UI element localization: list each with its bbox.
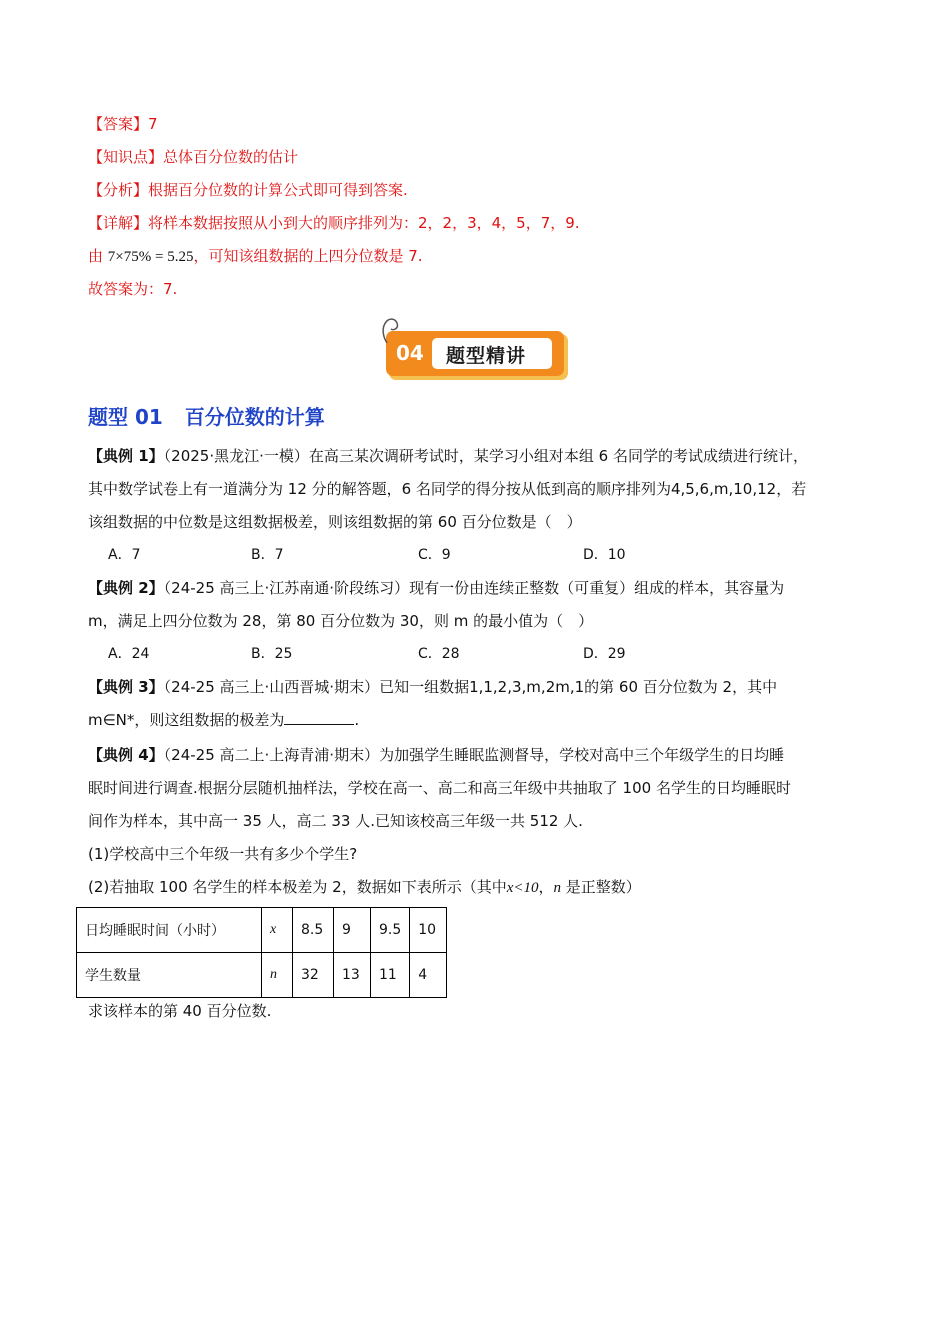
example-2-option-c: C．28 bbox=[418, 646, 460, 662]
answer-blank bbox=[284, 710, 354, 725]
example-2-option-a: A．24 bbox=[108, 646, 150, 662]
table-cell: 学生数量 bbox=[77, 953, 262, 998]
table-cell: 8.5 bbox=[293, 908, 334, 953]
section-banner bbox=[386, 331, 568, 380]
example-2-line-1: 【典例 2】（24-25 高三上·江苏南通·阶段练习）现有一份由连续正整数（可重复）组成的样本，其容量为 bbox=[88, 579, 785, 597]
table-cell: n bbox=[262, 953, 293, 998]
example-3-tag: 【典例 3】 bbox=[88, 678, 164, 696]
example-1-option-a: A．7 bbox=[108, 547, 141, 563]
example-1-tag: 【典例 1】 bbox=[88, 447, 164, 465]
sleep-data-table bbox=[76, 907, 447, 998]
detail-line: 【详解】将样本数据按照从小到大的顺序排列为：2，2，3，4，5，7，9. bbox=[88, 214, 580, 232]
example-1-option-c: C．9 bbox=[418, 547, 451, 563]
example-2-option-d: D．29 bbox=[583, 646, 626, 662]
analysis-line: 【分析】根据百分位数的计算公式即可得到答案. bbox=[88, 181, 408, 199]
section-heading bbox=[88, 401, 325, 430]
example-4-tag: 【典例 4】 bbox=[88, 746, 164, 764]
example-3-line-2: m∈N*，则这组数据的极差为 . bbox=[88, 711, 360, 729]
calc-formula: 7×75% = 5.25 bbox=[107, 249, 194, 265]
table-cell: 日均睡眠时间（小时） bbox=[77, 908, 262, 953]
banner-label-box bbox=[432, 338, 552, 369]
example-1-option-d: D．10 bbox=[583, 547, 626, 563]
table-cell: 10 bbox=[410, 908, 447, 953]
section-label: 题型 01 bbox=[88, 405, 163, 429]
calc-line bbox=[88, 246, 423, 267]
table-cell: 4 bbox=[410, 953, 447, 998]
example-1-line-2: 其中数学试卷上有一道满分为 12 分的解答题，6 名同学的得分按从低到高的顺序排列为4,5,6,m,10,12，若 bbox=[88, 480, 807, 498]
table-row bbox=[77, 953, 447, 998]
section-title: 百分位数的计算 bbox=[184, 405, 325, 429]
example-1-line-1: 【典例 1】（2025·黑龙江·一模）在高三某次调研考试时，某学习小组对本组 6 名同学的考试成绩进行统计， bbox=[88, 447, 808, 465]
calc-prefix: 由 bbox=[88, 247, 104, 265]
banner-number: 04 bbox=[396, 341, 424, 365]
example-2-tag: 【典例 2】 bbox=[88, 579, 164, 597]
example-3-line-1: 【典例 3】（24-25 高三上·山西晋城·期末）已知一组数据1,1,2,3,m,2m,1的第 60 百分位数为 2，其中 bbox=[88, 678, 778, 696]
knowledge-line: 【知识点】总体百分位数的估计 bbox=[88, 148, 299, 166]
table-cell: 13 bbox=[334, 953, 371, 998]
example-4-final-question: 求该样本的第 40 百分位数. bbox=[88, 1002, 272, 1020]
example-4-line-2: 眠时间进行调查.根据分层随机抽样法，学校在高一、高二和高三年级中共抽取了 100 名学生的日均睡眠时 bbox=[88, 779, 791, 797]
banner-title: 题型精讲 bbox=[446, 345, 527, 367]
table-cell: 11 bbox=[371, 953, 410, 998]
conclusion-line: 故答案为：7. bbox=[88, 280, 178, 298]
calc-suffix: ，可知该组数据的上四分位数是 7. bbox=[193, 247, 423, 265]
table-row bbox=[77, 908, 447, 953]
answer-line: 【答案】7 bbox=[88, 115, 158, 133]
example-4-question-2: (2)若抽取 100 名学生的样本极差为 2，数据如下表所示（其中x<10，n 是正整数） bbox=[88, 878, 641, 896]
example-4-line-3: 间作为样本，其中高一 35 人，高二 33 人.已知该校高三年级一共 512 人. bbox=[88, 812, 583, 830]
example-2-option-b: B．25 bbox=[251, 646, 293, 662]
table-cell: x bbox=[262, 908, 293, 953]
example-4-line-1: 【典例 4】（24-25 高二上·上海青浦·期末）为加强学生睡眠监测督导，学校对高中三个年级学生的日均睡 bbox=[88, 746, 785, 764]
table-cell: 9.5 bbox=[371, 908, 410, 953]
table-cell: 32 bbox=[293, 953, 334, 998]
example-1-option-b: B．7 bbox=[251, 547, 284, 563]
example-1-line-3: 该组数据的中位数是这组数据极差，则该组数据的第 60 百分位数是（ ） bbox=[88, 513, 582, 531]
example-4-question-1: (1)学校高中三个年级一共有多少个学生? bbox=[88, 845, 358, 863]
table-cell: 9 bbox=[334, 908, 371, 953]
example-2-line-2: m，满足上四分位数为 28，第 80 百分位数为 30，则 m 的最小值为（ ） bbox=[88, 612, 594, 630]
